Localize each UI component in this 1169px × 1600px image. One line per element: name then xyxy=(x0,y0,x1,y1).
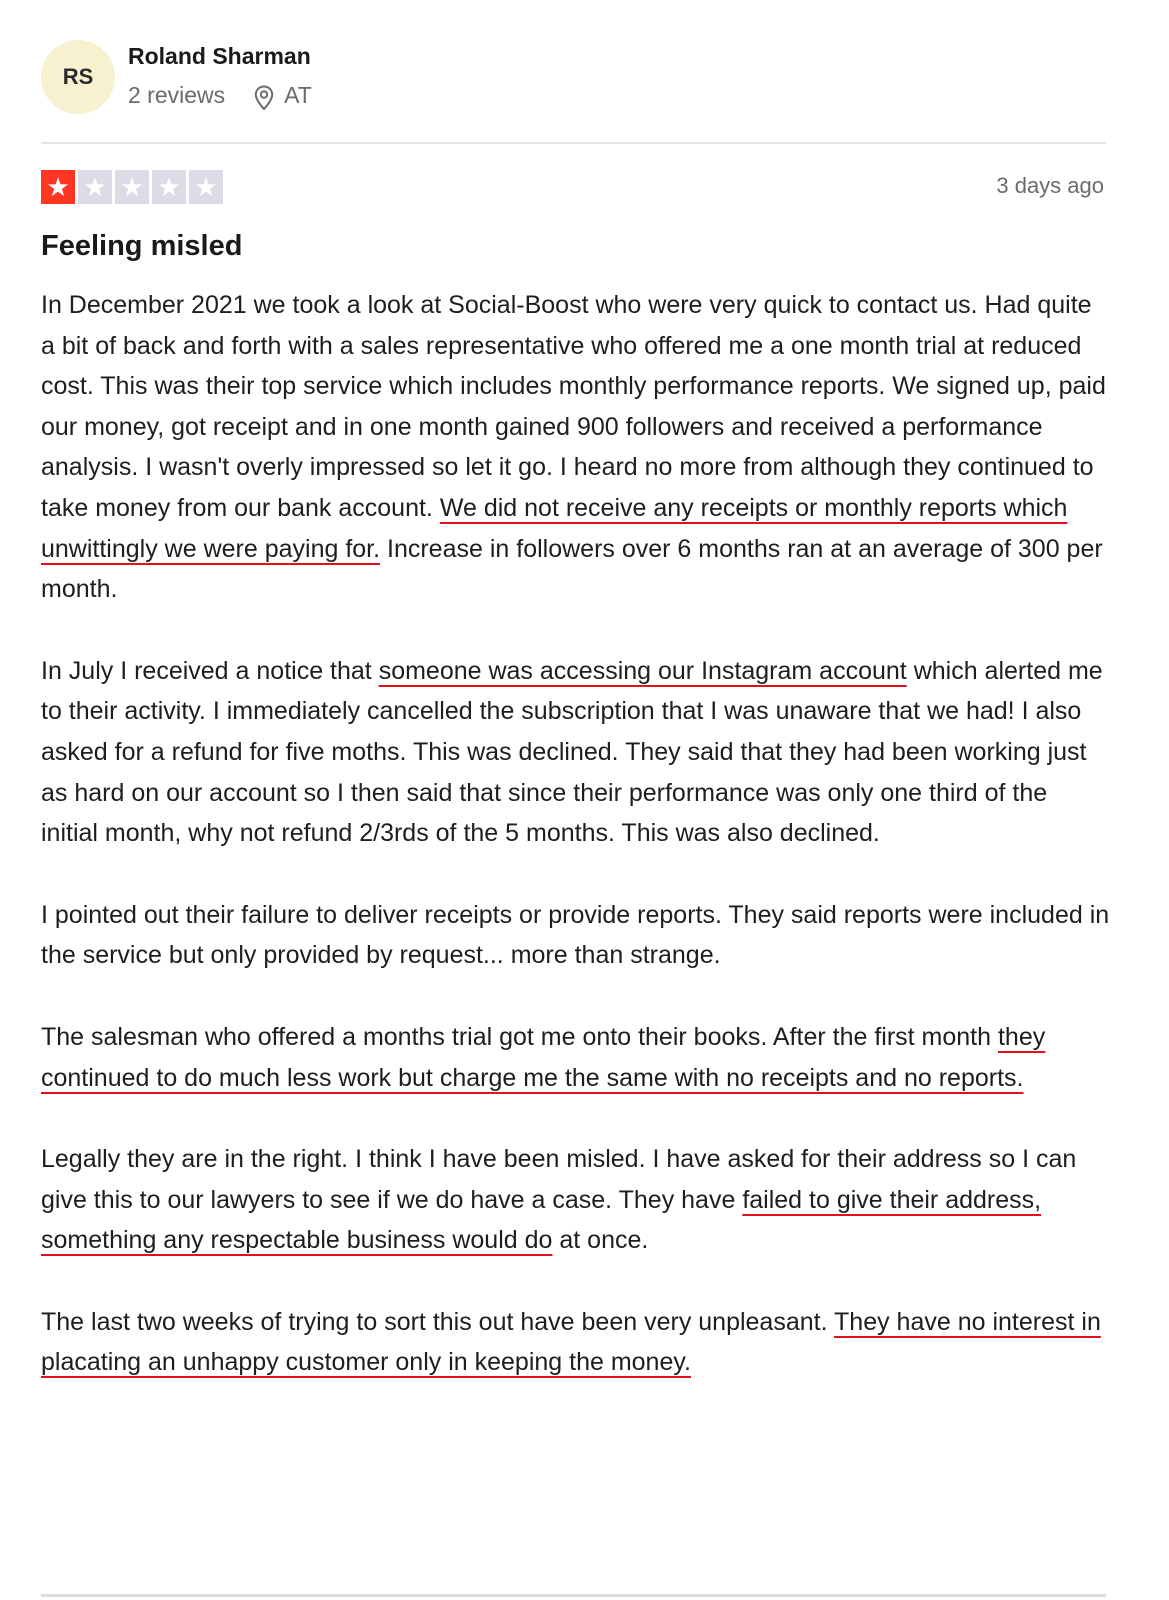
reviewer-name[interactable]: Roland Sharman xyxy=(128,43,311,69)
review-paragraph xyxy=(41,1139,1111,1261)
review-paragraph xyxy=(41,895,1111,976)
review-text: which alerted me to their activity. I immediately cancelled the subscription that I was unaware that we had! I also asked for a refund for five moths. This was declined. They said that they had been working just as hard on our account so I then said that since their performance was only one third of the initial month, why not refund 2/3rds of the 5 months. This was also declined. xyxy=(41,656,1103,848)
review-paragraph xyxy=(41,1017,1111,1098)
review-text: at once. xyxy=(552,1226,649,1255)
star-filled-icon: ★ xyxy=(41,170,75,204)
highlighted-text: We did not receive any receipts or monthly reports which unwittingly we were paying for. xyxy=(41,493,1068,563)
highlighted-text: they continued to do much less work but charge me the same with no receipts and no reports. xyxy=(41,1022,1046,1092)
star-empty-icon: ★ xyxy=(115,170,149,204)
reviewer-info xyxy=(41,40,741,116)
review-title[interactable]: Feeling misled xyxy=(41,230,243,262)
avatar[interactable]: RS xyxy=(41,40,115,114)
highlighted-text: failed to give their address, something any respectable business would do xyxy=(41,1185,1042,1255)
review-text: In July I received a notice that xyxy=(41,656,379,685)
review-text: Legally they are in the right. I think I have been misled. I have asked for their address so I can give this to our lawyers to see if we do have a case. They have xyxy=(41,1145,1077,1214)
reviewer-meta xyxy=(128,82,312,109)
reviewer-country: AT xyxy=(284,82,312,108)
star-empty-icon: ★ xyxy=(152,170,186,204)
review-paragraph xyxy=(41,1302,1111,1383)
review-text: In December 2021 we took a look at Social-Boost who were very quick to contact us. Had quite a bit of back and forth with a sales representative who offered me a one month trial at reduced cost. This was their top service which includes monthly performance reports. We signed up, paid our money, got receipt and in one month gained 900 followers and received a performance analysis. I wasn't overly impressed so let it go. I heard no more from although they continued to take money from our bank account. xyxy=(41,291,1106,522)
map-pin-icon xyxy=(254,85,274,111)
highlighted-text: someone was accessing our Instagram account xyxy=(378,656,907,685)
review-paragraph xyxy=(41,285,1111,610)
review-paragraph xyxy=(41,651,1111,854)
review-card xyxy=(41,0,1110,1600)
review-count: 2 reviews xyxy=(128,82,226,108)
highlighted-text: They have no interest in placating an unhappy customer only in keeping the money. xyxy=(41,1307,1101,1377)
star-rating xyxy=(41,170,226,204)
review-text: The last two weeks of trying to sort this out have been very unpleasant. xyxy=(41,1307,835,1336)
star-empty-icon: ★ xyxy=(189,170,223,204)
star-empty-icon: ★ xyxy=(78,170,112,204)
review-text: I pointed out their failure to deliver receipts or provide reports. They said reports were included in the service but only provided by request... more than strange. xyxy=(41,900,1110,970)
divider xyxy=(41,142,1106,144)
bottom-divider xyxy=(41,1594,1106,1597)
review-body xyxy=(41,285,1111,1424)
review-date: 3 days ago xyxy=(996,173,1104,198)
review-text: The salesman who offered a months trial got me onto their books. After the first month xyxy=(41,1022,998,1051)
review-text: Increase in followers over 6 months ran at an average of 300 per month. xyxy=(41,534,1103,604)
